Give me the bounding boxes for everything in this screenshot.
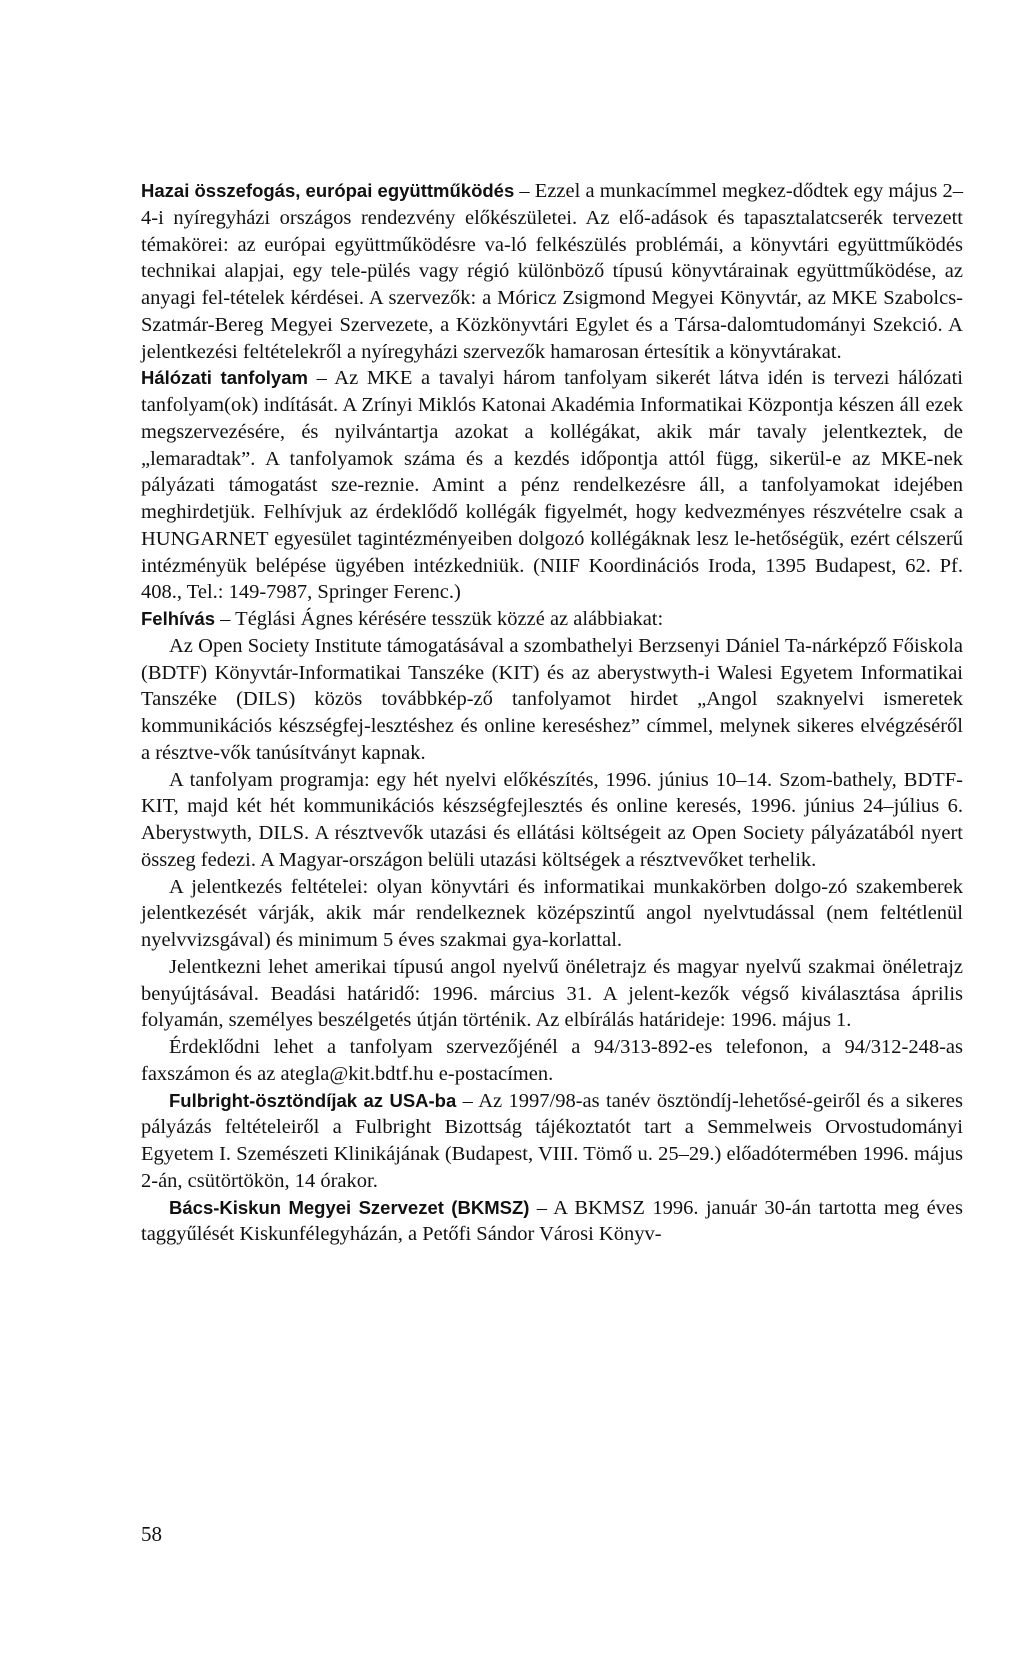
section-paragraph <box>141 606 963 633</box>
section-paragraph <box>141 365 963 606</box>
section-heading: Hazai összefogás, európai együttműködés <box>141 180 515 201</box>
body-paragraph: A jelentkezés feltételei: olyan könyvtári és informatikai munkakörben dolgo-zó szakemberek jelentkezését várják, akik már rendelkeznek középszintű angol nyelvtudással (nem feltétlenül nyelvvizsgával) és minimum 5 éves szakmai gya-korlattal. <box>141 875 963 951</box>
body-paragraph: Érdeklődni lehet a tanfolyam szervezőjénél a 94/313-892-es telefonon, a 94/312-248-as faxszámon és az ategla@kit.bdtf.hu e-postacímen. <box>141 1036 963 1085</box>
section-heading: Bács-Kiskun Megyei Szervezet (BKMSZ) <box>169 1196 530 1218</box>
article-text <box>141 178 963 1248</box>
body-paragraph: Az Open Society Institute támogatásával a szombathelyi Berzsenyi Dániel Ta-nárképző Főiskola (BDTF) Könyvtár-Informatikai Tanszéke (KIT) és az aberystwyth-i Walesi Egyetem Informatikai Tanszéke (DILS) közös továbbkép-ző tanfolyamot hirdet „Angol szaknyelvi ismeretek kommunikációs készségfej-lesztéshez és online kereséshez” címmel, melynek sikeres elvégzéséről a résztve-vők tanúsítványt kapnak. <box>141 634 963 764</box>
section-paragraph <box>141 1195 963 1249</box>
section-body: – Téglási Ágnes kérésére tesszük közzé az alábbiakat: <box>215 608 664 630</box>
body-paragraph: A tanfolyam programja: egy hét nyelvi előkészítés, 1996. június 10–14. Szom-bathely, BDTF-KIT, majd két hét kommunikációs készségfejlesztés és online keresés, 1996. június 24–július 6. Aberystwyth, DILS. A résztvevők utazási és ellátási költségeit az Open Society pályázatából nyert összeg fedezi. A Magyar-országon belüli utazási költségek a résztvevőket terhelik. <box>141 768 963 871</box>
section-heading: Hálózati tanfolyam <box>141 367 308 389</box>
section-heading: Felhívás <box>141 608 216 629</box>
section-body: – Az 1997/98-as tanév ösztöndíj-lehetősé-geiről és a sikeres pályázás feltételeiről a Fulbright Bizottság tájékoztatót tart a Semmelweis Orvostudományi Egyetem I. Szemészeti Klinikájának (Budapest, VIII. Tömő u. 25–29.) előadótermében 1996. május 2-án, csütörtökön, 14 órakor. <box>141 1089 963 1192</box>
section-body: – Ezzel a munkacímmel megkez-dődtek egy május 2–4-i nyíregyházi országos rendezvény előkészületei. Az elő-adások és tapasztalatcserék tervezett témakörei: az európai együttműködésre va-ló felkészülés problémái, a könyvtári együttműködés technikai alapjai, egy tele-pülés vagy régió különböző típusú könyvtárainak együttműködése, az anyagi fel-tételek kérdései. A szervezők: a Móricz Zsigmond Megyei Könyvtár, az MKE Szabolcs-Szatmár-Bereg Megyei Szervezete, a Közkönyvtári Egylet és a Társa-dalomtudományi Szekció. A jelentkezési feltételekről a nyíregyházi szervezők hamarosan értesítik a könyvtárakat. <box>141 180 963 363</box>
section-heading: Fulbright-ösztöndíjak az USA-ba <box>169 1089 457 1111</box>
section-paragraph <box>141 1088 963 1195</box>
page-number: 58 <box>141 1522 162 1546</box>
section-body: – Az MKE a tavalyi három tanfolyam sikerét látva idén is tervezi hálózati tanfolyam(ok) indítását. A Zrínyi Miklós Katonai Akadémia Informatikai Központja készen áll ezek megszervezésére, és nyilvántartja azokat a kollégákat, akik már tavaly jelentkeztek, de „lemaradtak”. A tanfolyamok száma és a kezdés időpontja attól függ, sikerül-e az MKE-nek pályázati támogatást sze-reznie. Amint a pénz rendelkezésre áll, a tanfolyamokat idejében meghirdetjük. Felhívjuk az érdeklődő kollégák figyelmét, hogy kedvezményes részvételre csak a HUNGARNET egyesület tagintézményeiben dolgozó kollégáknak lesz le-hetőségük, ezért célszerű intézményük belépése ügyében intézkedniük. (NIIF Koordinációs Iroda, 1395 Budapest, 62. Pf. 408., Tel.: 149-7987, Springer Ferenc.) <box>141 367 964 604</box>
section-paragraph <box>141 178 963 365</box>
section-body: – A BKMSZ 1996. január 30-án tartotta meg éves taggyűlését Kiskunfélegyházán, a Petőfi Sándor Városi Könyv- <box>141 1196 963 1246</box>
body-paragraph: Jelentkezni lehet amerikai típusú angol nyelvű önéletrajz és magyar nyelvű szakmai önéletrajz benyújtásával. Beadási határidő: 1996. március 31. A jelent-kezők végső kiválasztása április folyamán, személyes beszélgetés útján történik. Az elbírálás határideje: 1996. május 1. <box>141 955 963 1032</box>
